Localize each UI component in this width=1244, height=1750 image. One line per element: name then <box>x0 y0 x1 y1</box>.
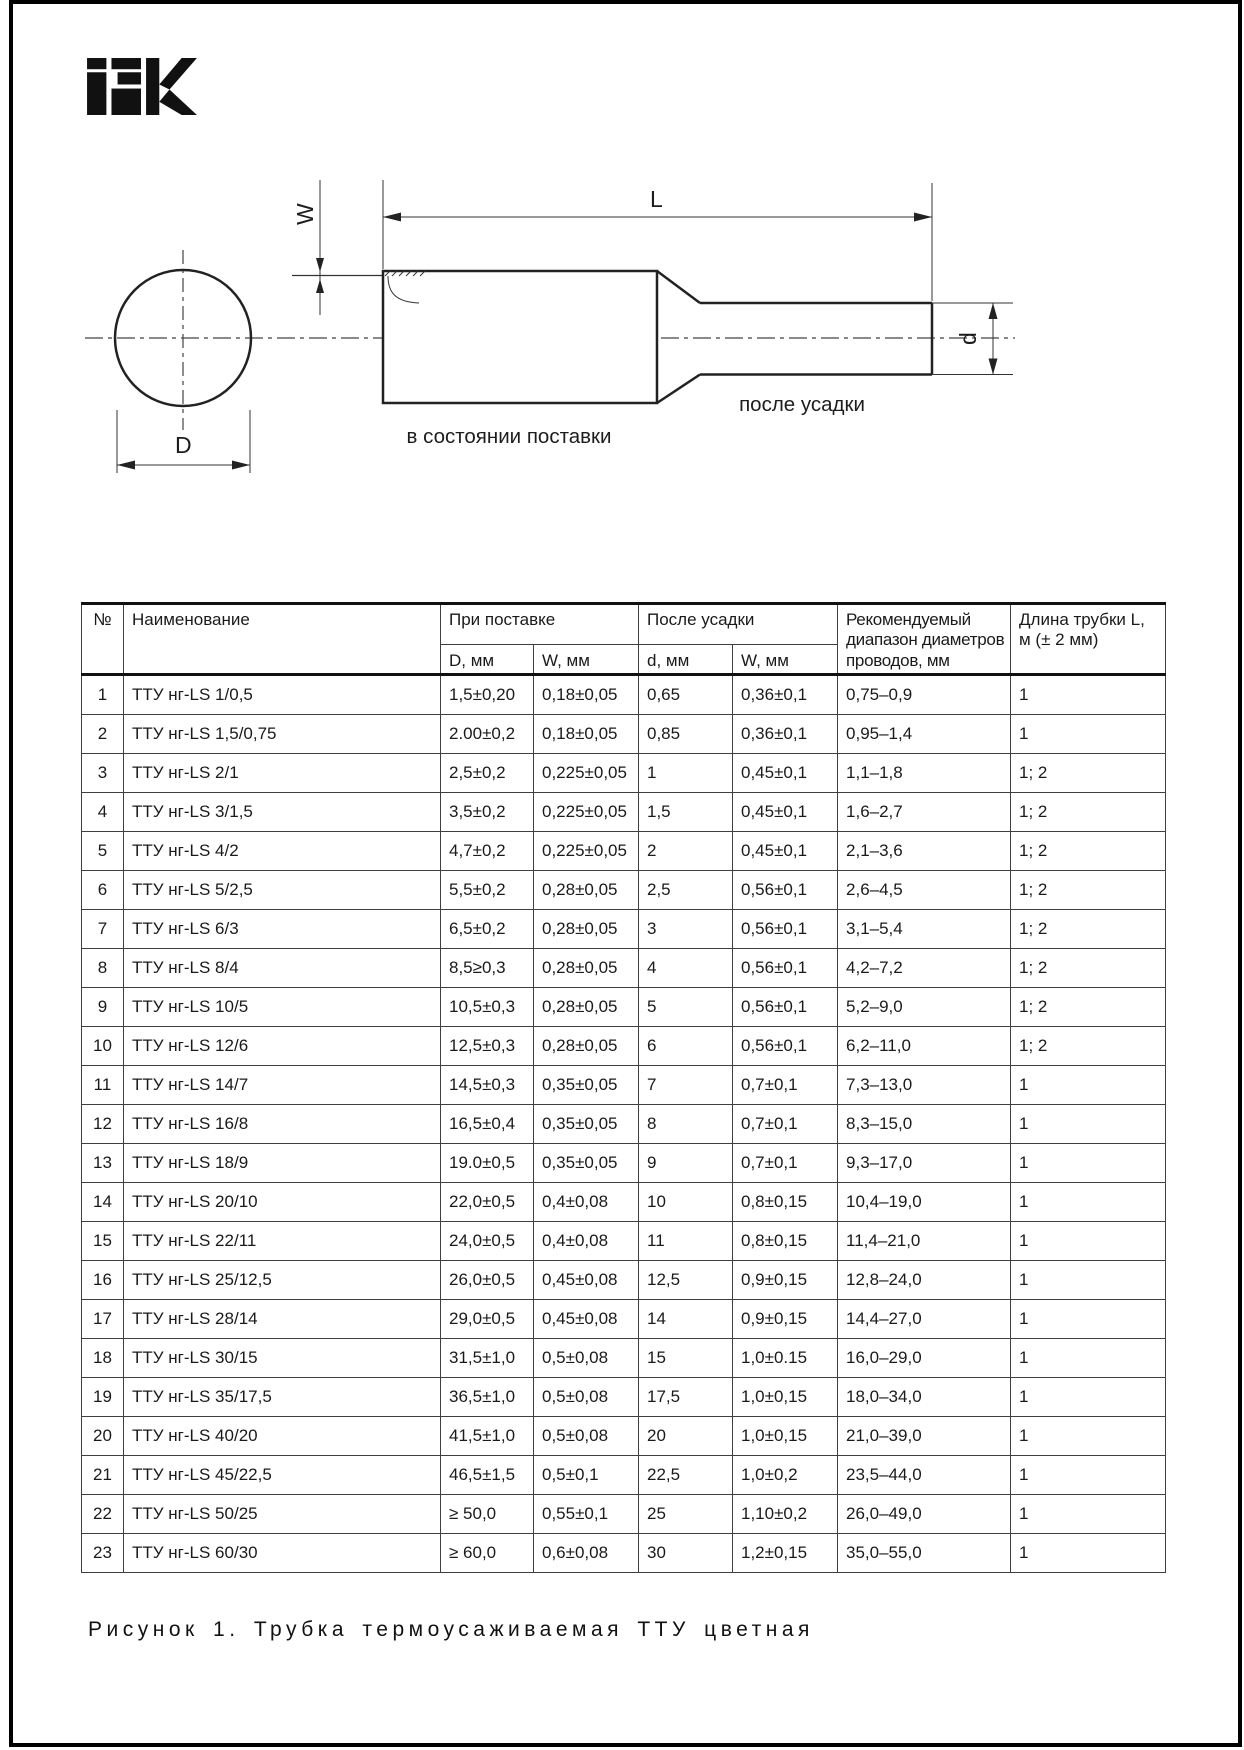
table-cell: 0,28±0,05 <box>534 1027 639 1066</box>
table-cell: 0,56±0,1 <box>733 1027 838 1066</box>
table-cell: 2,1–3,6 <box>838 832 1011 871</box>
table-cell: 19.0±0,5 <box>441 1144 534 1183</box>
table-cell: ТТУ нг-LS 6/3 <box>124 910 441 949</box>
table-row <box>82 675 1166 715</box>
table-cell: 1,6–2,7 <box>838 793 1011 832</box>
table-cell: 14 <box>639 1300 733 1339</box>
iek-logo-glyphs <box>87 58 197 115</box>
table-cell: 0,5±0,1 <box>534 1456 639 1495</box>
table-cell: 1,0±0,2 <box>733 1456 838 1495</box>
tube-supplied-body <box>383 271 657 403</box>
table-cell: ТТУ нг-LS 25/12,5 <box>124 1261 441 1300</box>
table-cell: 9,3–17,0 <box>838 1144 1011 1183</box>
table-cell: 12,8–24,0 <box>838 1261 1011 1300</box>
spec-table-header <box>82 604 1166 675</box>
table-cell: 1 <box>1011 1495 1166 1534</box>
col-header-after-shrink: После усадки <box>639 604 838 645</box>
table-cell: 6,2–11,0 <box>838 1027 1011 1066</box>
col-header-at-delivery: При поставке <box>441 604 639 645</box>
table-cell: 0,9±0,15 <box>733 1300 838 1339</box>
table-cell: 4 <box>639 949 733 988</box>
table-cell: 46,5±1,5 <box>441 1456 534 1495</box>
table-row <box>82 910 1166 949</box>
table-cell: 7 <box>82 910 124 949</box>
table-row <box>82 871 1166 910</box>
table-cell: 0,56±0,1 <box>733 988 838 1027</box>
label-shrunk-diameter: d <box>955 332 981 345</box>
table-cell: 0,5±0,08 <box>534 1378 639 1417</box>
table-cell: 0,56±0,1 <box>733 871 838 910</box>
table-cell: 0,8±0,15 <box>733 1222 838 1261</box>
table-cell: 5 <box>639 988 733 1027</box>
table-cell: ТТУ нг-LS 3/1,5 <box>124 793 441 832</box>
table-cell: 8,3–15,0 <box>838 1105 1011 1144</box>
table-cell: 31,5±1,0 <box>441 1339 534 1378</box>
table-cell: 13 <box>82 1144 124 1183</box>
table-cell: 21,0–39,0 <box>838 1417 1011 1456</box>
table-cell: 1; 2 <box>1011 1027 1166 1066</box>
table-cell: 24,0±0,5 <box>441 1222 534 1261</box>
table-cell: 0,225±0,05 <box>534 754 639 793</box>
table-cell: 17,5 <box>639 1378 733 1417</box>
table-row <box>82 1495 1166 1534</box>
table-row <box>82 1222 1166 1261</box>
table-cell: 2 <box>82 715 124 754</box>
table-row <box>82 1339 1166 1378</box>
table-cell: ТТУ нг-LS 30/15 <box>124 1339 441 1378</box>
table-cell: 15 <box>639 1339 733 1378</box>
table-row <box>82 715 1166 754</box>
table-cell: 18,0–34,0 <box>838 1378 1011 1417</box>
table-cell: 1 <box>1011 1066 1166 1105</box>
label-wall-thickness: W <box>292 203 318 225</box>
table-cell: ТТУ нг-LS 1,5/0,75 <box>124 715 441 754</box>
table-cell: ≥ 50,0 <box>441 1495 534 1534</box>
table-cell: 14,4–27,0 <box>838 1300 1011 1339</box>
table-cell: 1 <box>1011 1456 1166 1495</box>
arrow-left-icon <box>383 213 401 222</box>
table-cell: 8,5≥0,3 <box>441 949 534 988</box>
table-cell: 7,3–13,0 <box>838 1066 1011 1105</box>
table-cell: ТТУ нг-LS 4/2 <box>124 832 441 871</box>
table-cell: ТТУ нг-LS 16/8 <box>124 1105 441 1144</box>
table-row <box>82 754 1166 793</box>
table-cell: 0,36±0,1 <box>733 715 838 754</box>
table-cell: 1,0±0,15 <box>733 1417 838 1456</box>
table-cell: 1,2±0,15 <box>733 1534 838 1573</box>
table-row <box>82 988 1166 1027</box>
table-cell: 0,18±0,05 <box>534 675 639 715</box>
table-cell: 3 <box>639 910 733 949</box>
table-cell: 1,1–1,8 <box>838 754 1011 793</box>
table-cell: 22 <box>82 1495 124 1534</box>
table-cell: 22,0±0,5 <box>441 1183 534 1222</box>
table-cell: 1 <box>1011 1222 1166 1261</box>
table-cell: 3,1–5,4 <box>838 910 1011 949</box>
supplied-state-caption: в состоянии поставки <box>406 425 612 448</box>
table-cell: 0,56±0,1 <box>733 949 838 988</box>
table-row <box>82 1378 1166 1417</box>
table-cell: 0,28±0,05 <box>534 910 639 949</box>
table-cell: 4,7±0,2 <box>441 832 534 871</box>
dimension-diagram <box>75 155 1025 490</box>
table-row <box>82 1300 1166 1339</box>
table-cell: 0,28±0,05 <box>534 949 639 988</box>
table-cell: 12 <box>82 1105 124 1144</box>
table-cell: 1 <box>1011 1300 1166 1339</box>
table-cell: 0,5±0,08 <box>534 1417 639 1456</box>
iek-logo <box>87 57 197 115</box>
table-cell: 6 <box>639 1027 733 1066</box>
table-cell: ТТУ нг-LS 50/25 <box>124 1495 441 1534</box>
table-cell: ТТУ нг-LS 60/30 <box>124 1534 441 1573</box>
table-cell: ТТУ нг-LS 12/6 <box>124 1027 441 1066</box>
table-row <box>82 1066 1166 1105</box>
table-cell: 1 <box>1011 1105 1166 1144</box>
taper-top <box>657 271 700 303</box>
table-cell: 2,6–4,5 <box>838 871 1011 910</box>
table-cell: 1; 2 <box>1011 910 1166 949</box>
table-cell: ТТУ нг-LS 40/20 <box>124 1417 441 1456</box>
table-cell: 10,4–19,0 <box>838 1183 1011 1222</box>
col-header-w-delivery: W, мм <box>534 645 639 675</box>
table-cell: 20 <box>82 1417 124 1456</box>
table-cell: 1 <box>1011 1417 1166 1456</box>
spec-table <box>81 602 1166 1573</box>
table-cell: 0,225±0,05 <box>534 832 639 871</box>
table-cell: ТТУ нг-LS 14/7 <box>124 1066 441 1105</box>
taper-bottom <box>657 375 700 404</box>
table-cell: 1 <box>1011 1261 1166 1300</box>
table-cell: 0,5±0,08 <box>534 1339 639 1378</box>
table-cell: 1; 2 <box>1011 871 1166 910</box>
col-header-d-after: d, мм <box>639 645 733 675</box>
table-row <box>82 1534 1166 1573</box>
table-cell: ТТУ нг-LS 18/9 <box>124 1144 441 1183</box>
table-cell: 4 <box>82 793 124 832</box>
table-cell: 1,5 <box>639 793 733 832</box>
table-cell: 1; 2 <box>1011 793 1166 832</box>
table-row <box>82 1144 1166 1183</box>
table-cell: 23,5–44,0 <box>838 1456 1011 1495</box>
table-cell: 11 <box>82 1066 124 1105</box>
arrow-up-icon <box>989 303 998 319</box>
table-cell: 1 <box>1011 1183 1166 1222</box>
figure-caption: Рисунок 1. Трубка термоусаживаемая ТТУ цветная <box>88 1618 814 1641</box>
table-cell: 0,85 <box>639 715 733 754</box>
table-cell: 36,5±1,0 <box>441 1378 534 1417</box>
table-cell: 0,18±0,05 <box>534 715 639 754</box>
table-cell: ТТУ нг-LS 10/5 <box>124 988 441 1027</box>
table-cell: ТТУ нг-LS 5/2,5 <box>124 871 441 910</box>
table-cell: 0,45±0,08 <box>534 1261 639 1300</box>
table-row <box>82 832 1166 871</box>
table-cell: 0,55±0,1 <box>534 1495 639 1534</box>
after-shrink-caption: после усадки <box>739 393 865 416</box>
table-cell: 1 <box>82 675 124 715</box>
table-cell: 11,4–21,0 <box>838 1222 1011 1261</box>
table-cell: ТТУ нг-LS 35/17,5 <box>124 1378 441 1417</box>
spec-table-body <box>82 675 1166 1573</box>
table-cell: ТТУ нг-LS 20/10 <box>124 1183 441 1222</box>
table-cell: 1,0±0.15 <box>733 1339 838 1378</box>
table-cell: 0,4±0,08 <box>534 1222 639 1261</box>
table-cell: 0,28±0,05 <box>534 988 639 1027</box>
table-cell: 1,0±0,15 <box>733 1378 838 1417</box>
table-cell: 8 <box>82 949 124 988</box>
table-cell: 1 <box>1011 675 1166 715</box>
table-cell: 22,5 <box>639 1456 733 1495</box>
label-length: L <box>650 186 663 212</box>
table-cell: 12,5 <box>639 1261 733 1300</box>
arrow-up-icon <box>316 279 324 293</box>
col-header-num: № <box>82 604 124 675</box>
table-cell: 8 <box>639 1105 733 1144</box>
table-cell: 0,45±0,1 <box>733 793 838 832</box>
table-cell: 5,2–9,0 <box>838 988 1011 1027</box>
table-cell: ТТУ нг-LS 1/0,5 <box>124 675 441 715</box>
table-row <box>82 1417 1166 1456</box>
table-cell: 29,0±0,5 <box>441 1300 534 1339</box>
table-cell: 0,45±0,1 <box>733 754 838 793</box>
table-cell: 1 <box>639 754 733 793</box>
table-cell: 1 <box>1011 1144 1166 1183</box>
label-outer-diameter: D <box>175 432 192 458</box>
table-cell: 2.00±0,2 <box>441 715 534 754</box>
table-cell: 0,75–0,9 <box>838 675 1011 715</box>
table-cell: 10,5±0,3 <box>441 988 534 1027</box>
table-cell: 1 <box>1011 1378 1166 1417</box>
table-cell: ТТУ нг-LS 2/1 <box>124 754 441 793</box>
table-cell: 1,10±0,2 <box>733 1495 838 1534</box>
table-cell: 10 <box>639 1183 733 1222</box>
table-cell: 0,225±0,05 <box>534 793 639 832</box>
table-cell: 4,2–7,2 <box>838 949 1011 988</box>
table-cell: 17 <box>82 1300 124 1339</box>
table-cell: ТТУ нг-LS 8/4 <box>124 949 441 988</box>
table-cell: 0,7±0,1 <box>733 1066 838 1105</box>
table-cell: 20 <box>639 1417 733 1456</box>
arrow-down-icon <box>316 258 324 272</box>
table-cell: 0,56±0,1 <box>733 910 838 949</box>
table-cell: ≥ 60,0 <box>441 1534 534 1573</box>
table-cell: 3,5±0,2 <box>441 793 534 832</box>
table-cell: 3 <box>82 754 124 793</box>
table-row <box>82 1105 1166 1144</box>
table-cell: ТТУ нг-LS 28/14 <box>124 1300 441 1339</box>
arrow-down-icon <box>989 359 998 375</box>
col-header-tube-length: Длина трубки L, м (± 2 мм) <box>1011 604 1166 675</box>
table-cell: 0,95–1,4 <box>838 715 1011 754</box>
table-cell: 2,5±0,2 <box>441 754 534 793</box>
table-cell: 1; 2 <box>1011 832 1166 871</box>
table-cell: 2,5 <box>639 871 733 910</box>
table-cell: 35,0–55,0 <box>838 1534 1011 1573</box>
table-cell: 0,35±0,05 <box>534 1105 639 1144</box>
table-cell: 0,35±0,05 <box>534 1144 639 1183</box>
col-header-name: Наименование <box>124 604 441 675</box>
arrow-right-icon <box>914 213 932 222</box>
table-cell: 1,5±0,20 <box>441 675 534 715</box>
col-header-w-after: W, мм <box>733 645 838 675</box>
table-cell: 1 <box>1011 1339 1166 1378</box>
table-cell: 0,36±0,1 <box>733 675 838 715</box>
table-cell: ТТУ нг-LS 45/22,5 <box>124 1456 441 1495</box>
table-cell: 9 <box>82 988 124 1027</box>
table-cell: 1 <box>1011 715 1166 754</box>
table-cell: 2 <box>639 832 733 871</box>
table-cell: 0,28±0,05 <box>534 871 639 910</box>
table-cell: 14 <box>82 1183 124 1222</box>
arrow-left-icon <box>117 461 135 470</box>
table-cell: 1; 2 <box>1011 754 1166 793</box>
table-cell: 16 <box>82 1261 124 1300</box>
table-cell: 7 <box>639 1066 733 1105</box>
table-cell: 11 <box>639 1222 733 1261</box>
table-cell: 15 <box>82 1222 124 1261</box>
table-cell: 12,5±0,3 <box>441 1027 534 1066</box>
table-cell: 16,0–29,0 <box>838 1339 1011 1378</box>
table-row <box>82 949 1166 988</box>
table-cell: 0,45±0,1 <box>733 832 838 871</box>
col-header-d-delivery: D, мм <box>441 645 534 675</box>
table-cell: 0,7±0,1 <box>733 1105 838 1144</box>
table-cell: 21 <box>82 1456 124 1495</box>
table-cell: 1; 2 <box>1011 988 1166 1027</box>
table-cell: 9 <box>639 1144 733 1183</box>
table-cell: 26,0–49,0 <box>838 1495 1011 1534</box>
table-cell: 0,7±0,1 <box>733 1144 838 1183</box>
arrow-right-icon <box>232 461 250 470</box>
table-cell: 0,65 <box>639 675 733 715</box>
table-cell: 26,0±0,5 <box>441 1261 534 1300</box>
table-cell: 0,9±0,15 <box>733 1261 838 1300</box>
table-cell: 6 <box>82 871 124 910</box>
table-row <box>82 1027 1166 1066</box>
table-cell: 1 <box>1011 1534 1166 1573</box>
table-cell: 0,8±0,15 <box>733 1183 838 1222</box>
table-cell: 0,4±0,08 <box>534 1183 639 1222</box>
table-row <box>82 1183 1166 1222</box>
table-row <box>82 1261 1166 1300</box>
table-cell: 1; 2 <box>1011 949 1166 988</box>
table-cell: 0,6±0,08 <box>534 1534 639 1573</box>
table-cell: 19 <box>82 1378 124 1417</box>
table-cell: 5,5±0,2 <box>441 871 534 910</box>
table-cell: 30 <box>639 1534 733 1573</box>
table-cell: 0,35±0,05 <box>534 1066 639 1105</box>
table-cell: 23 <box>82 1534 124 1573</box>
table-cell: 25 <box>639 1495 733 1534</box>
table-cell: ТТУ нг-LS 22/11 <box>124 1222 441 1261</box>
table-row <box>82 1456 1166 1495</box>
table-cell: 18 <box>82 1339 124 1378</box>
col-header-recommended-range: Рекомендуемый диапазон диаметров проводов, мм <box>838 604 1011 675</box>
table-cell: 41,5±1,0 <box>441 1417 534 1456</box>
table-row <box>82 793 1166 832</box>
table-cell: 0,45±0,08 <box>534 1300 639 1339</box>
table-cell: 14,5±0,3 <box>441 1066 534 1105</box>
table-cell: 16,5±0,4 <box>441 1105 534 1144</box>
table-cell: 10 <box>82 1027 124 1066</box>
table-cell: 6,5±0,2 <box>441 910 534 949</box>
table-cell: 5 <box>82 832 124 871</box>
